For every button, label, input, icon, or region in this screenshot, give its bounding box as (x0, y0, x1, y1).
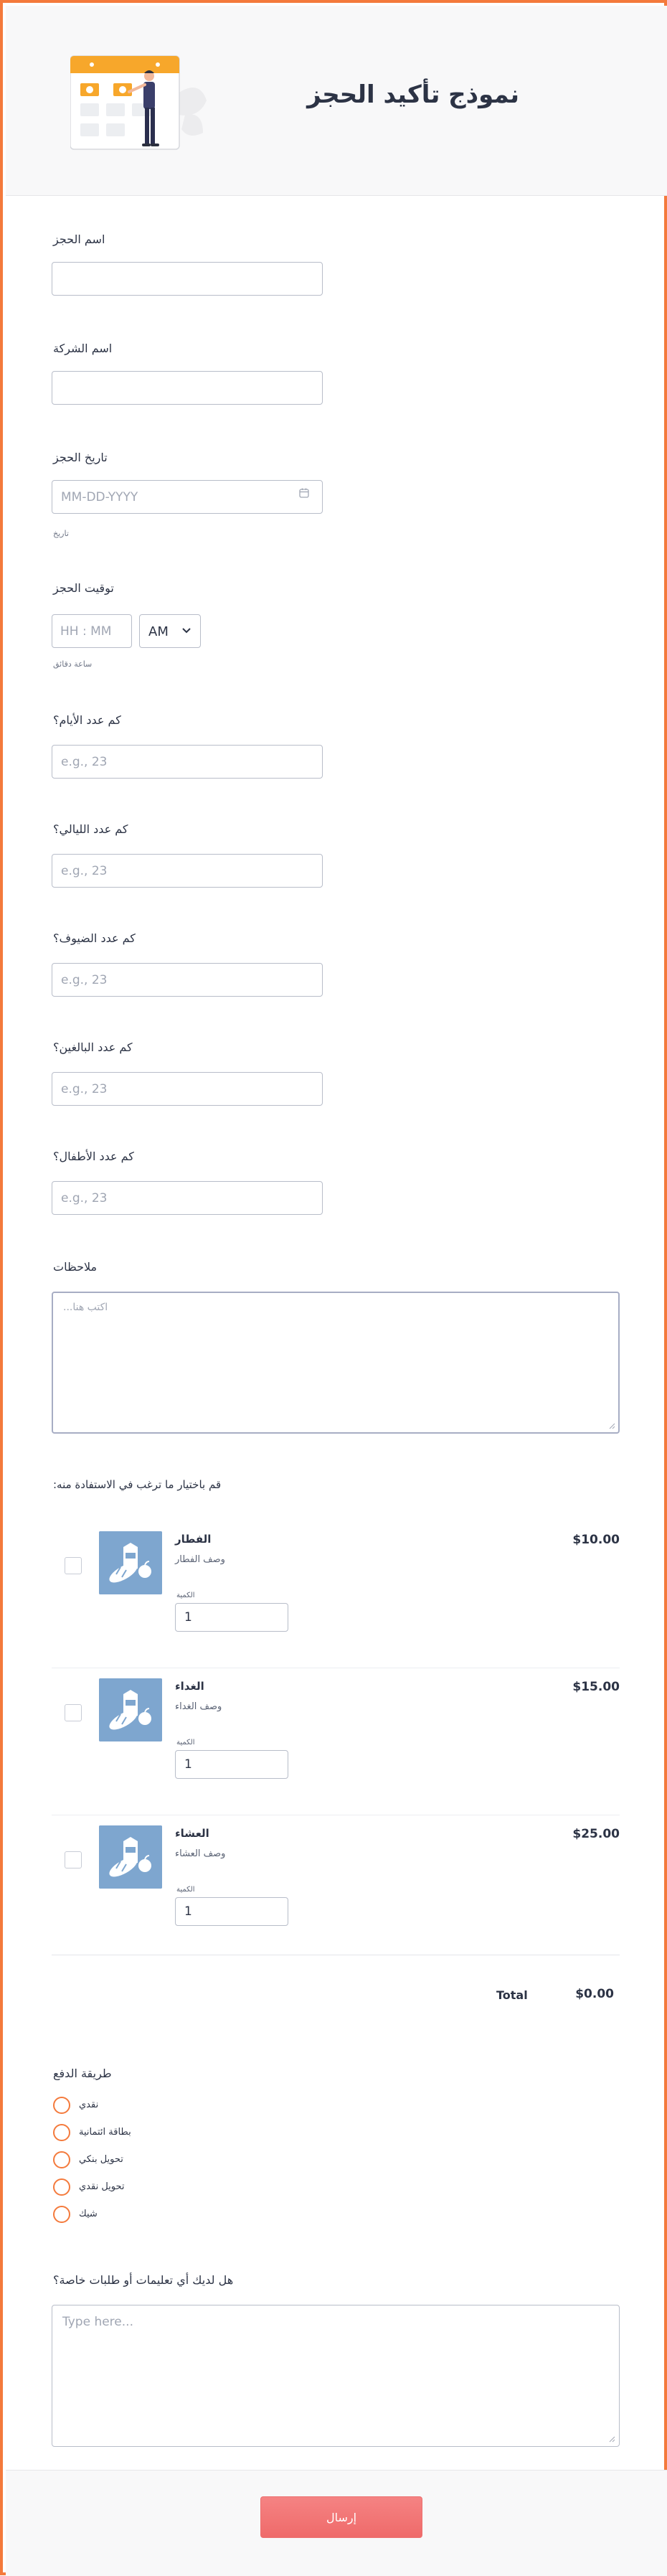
quantity-input[interactable] (175, 1897, 288, 1926)
reservation-time-sublabel: ساعة دقائق (53, 659, 93, 669)
special-requests-label: هل لديك أي تعليمات أو طلبات خاصة؟ (53, 2273, 234, 2287)
product-item-lunch (52, 1668, 620, 1815)
ampm-select[interactable] (139, 614, 201, 648)
num-nights-label: كم عدد الليالي؟ (53, 822, 128, 836)
notes-label: ملاحظات (53, 1260, 98, 1274)
product-description: وصف الغداء (175, 1701, 222, 1712)
payment-method-label: طريقة الدفع (53, 2067, 112, 2080)
quantity-label: الكمية (176, 1739, 195, 1747)
product-description: وصف الفطار (175, 1554, 225, 1565)
num-children-input[interactable] (52, 1181, 323, 1215)
radio-button[interactable] (53, 2124, 70, 2141)
radio-button[interactable] (53, 2206, 70, 2223)
special-requests-textarea[interactable] (52, 2305, 620, 2447)
form-footer (6, 2470, 667, 2576)
quantity-label: الكمية (176, 1886, 195, 1894)
num-days-label: كم عدد الأيام؟ (53, 713, 121, 727)
product-name: الغداء (175, 1680, 204, 1693)
product-checkbox[interactable] (65, 1851, 82, 1868)
product-name: الفطار (175, 1533, 212, 1546)
bread-milk-icon (99, 1678, 162, 1741)
products-label: قم باختيار ما ترغب في الاستفادة منه: (53, 1478, 222, 1491)
form-header (6, 6, 667, 196)
total-label: Total (496, 1988, 528, 2002)
reservation-time-label: توقيت الحجز (53, 581, 114, 595)
payment-option-credit-card[interactable] (53, 2124, 268, 2143)
num-nights-input[interactable] (52, 854, 323, 888)
radio-button[interactable] (53, 2097, 70, 2114)
num-adults-label: كم عدد البالغين؟ (53, 1040, 133, 1054)
submit-button[interactable]: إرسال (260, 2496, 422, 2538)
num-adults-input[interactable] (52, 1072, 323, 1106)
product-checkbox[interactable] (65, 1557, 82, 1574)
reservation-time-input[interactable] (52, 614, 132, 648)
calendar-person-illustration-icon (70, 50, 228, 158)
notes-textarea[interactable] (52, 1292, 620, 1434)
company-name-label: اسم الشركة (53, 342, 113, 355)
product-item-breakfast (52, 1521, 620, 1668)
quantity-input[interactable] (175, 1603, 288, 1632)
payment-option-check[interactable] (53, 2206, 268, 2224)
product-price: $10.00 (572, 1533, 620, 1547)
total-value: $0.00 (575, 1987, 614, 2001)
num-guests-label: كم عدد الضيوف؟ (53, 931, 136, 945)
radio-label: بطاقة ائتمانية (79, 2127, 131, 2138)
product-price: $15.00 (572, 1680, 620, 1694)
resize-grip-icon[interactable] (608, 2435, 615, 2443)
radio-button[interactable] (53, 2178, 70, 2196)
num-days-input[interactable] (52, 745, 323, 779)
product-description: وصف العشاء (175, 1848, 226, 1859)
reservation-name-input[interactable] (52, 262, 323, 296)
num-guests-input[interactable] (52, 963, 323, 997)
radio-label: تحويل نقدي (79, 2181, 125, 2192)
page-title: نموذج تأكيد الحجز (307, 80, 519, 109)
reservation-date-sublabel: تاريخ (53, 529, 69, 538)
product-checkbox[interactable] (65, 1704, 82, 1721)
reservation-date-label: تاريخ الحجز (53, 451, 108, 464)
product-price: $25.00 (572, 1827, 620, 1841)
payment-option-cash[interactable] (53, 2097, 268, 2115)
company-name-input[interactable] (52, 371, 323, 405)
reservation-date-input[interactable] (52, 480, 323, 514)
calendar-icon[interactable] (299, 488, 309, 498)
quantity-input[interactable] (175, 1750, 288, 1779)
ampm-value: AM (148, 624, 169, 639)
reservation-name-label: اسم الحجز (53, 232, 105, 246)
product-item-dinner (52, 1815, 620, 1962)
radio-label: شيك (79, 2209, 98, 2219)
bread-milk-icon (99, 1531, 162, 1594)
quantity-label: الكمية (176, 1592, 195, 1599)
payment-option-cash-transfer[interactable] (53, 2178, 268, 2197)
payment-option-bank-transfer[interactable] (53, 2151, 268, 2170)
radio-button[interactable] (53, 2151, 70, 2168)
chevron-down-icon (181, 627, 191, 634)
num-children-label: كم عدد الأطفال؟ (53, 1150, 134, 1163)
product-name: العشاء (175, 1827, 209, 1840)
radio-label: تحويل بنكي (79, 2154, 123, 2165)
bread-milk-icon (99, 1825, 162, 1889)
radio-label: نقدي (79, 2100, 99, 2110)
resize-grip-icon[interactable] (608, 1422, 615, 1429)
